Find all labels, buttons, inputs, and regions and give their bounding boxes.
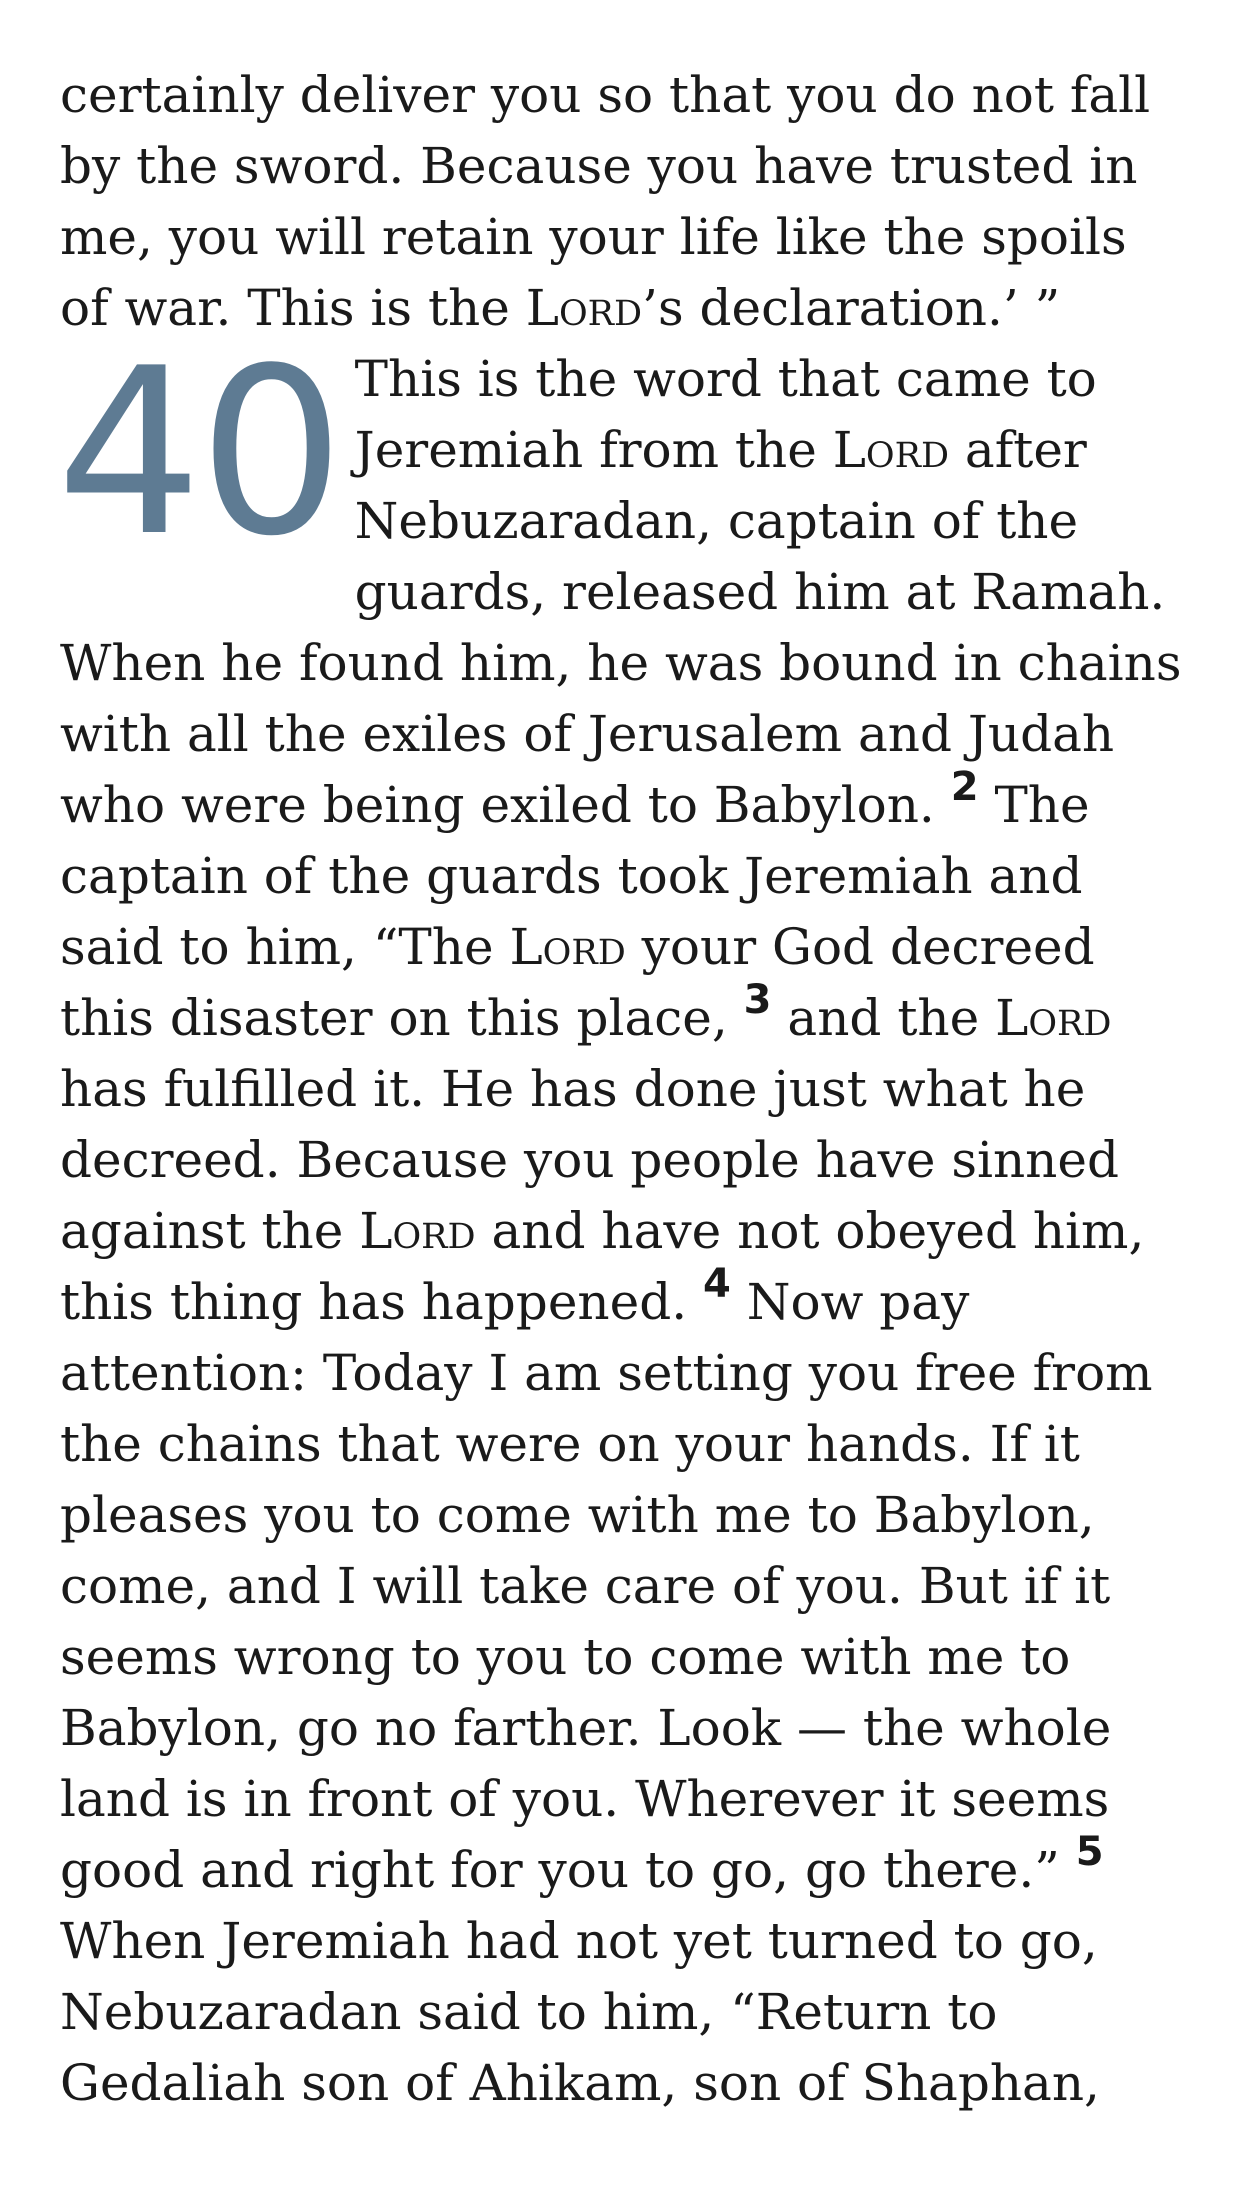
verse-text: Now pay attention: Today I am setting you free from the chains that were on your hands. If it pleases you to come with me to Babylon, come, and I will take care of you. But if it seems wrong to you to come with me to Babylon, go no farther. Look — the whole land is in front of you. Wherever it seems good and right for you to go, go there.”	[60, 1273, 1153, 1899]
verse-text: ’s declaration.’ ”	[642, 279, 1061, 337]
lord-small-caps: Lord	[832, 421, 950, 479]
verse-text: The captain of the guards took Jeremiah and said to him, “The	[60, 776, 1090, 976]
verse-text: has fulfilled it. He has done just what he decreed. Because you people have sinned against the	[60, 1060, 1119, 1260]
verse-text: and the	[771, 989, 996, 1047]
verse-text: after Nebuzaradan, captain of the guards, released him at Ramah. When he found him, he was bound in chains with all the exiles of Jerusalem and Judah who were being exiled to Babylon.	[60, 421, 1182, 834]
verse-number-5[interactable]: 5	[1075, 1829, 1104, 1875]
verse-text: This is the word that came to Jeremiah from the	[354, 350, 1097, 479]
lord-small-caps: Lord	[995, 989, 1112, 1047]
verse-text: and have not obeyed him, this thing has happened.	[60, 1202, 1145, 1331]
verse-text: certainly deliver you so that you do not fall by the sword. Because you have trusted in me, you will retain your life like the spoils of war. This is the	[60, 66, 1151, 337]
lord-small-caps: Lord	[359, 1202, 476, 1260]
lord-small-caps: Lord	[525, 279, 643, 337]
verse-number-3[interactable]: 3	[743, 977, 772, 1023]
verse-number-4[interactable]: 4	[703, 1261, 731, 1307]
lord-small-caps: Lord	[509, 918, 626, 976]
verse-text: When Jeremiah had not yet turned to go, Nebuzaradan said to him, “Return to Gedaliah son of Ahikam, son of Shaphan,	[60, 1912, 1100, 2112]
verse-number-2[interactable]: 2	[950, 764, 979, 810]
verse-text: your God decreed this disaster on this place,	[60, 918, 1095, 1047]
passage-text[interactable]	[60, 60, 1182, 344]
chapter-number: 40	[56, 320, 341, 587]
chapter-paragraph[interactable]	[56, 320, 1182, 2119]
